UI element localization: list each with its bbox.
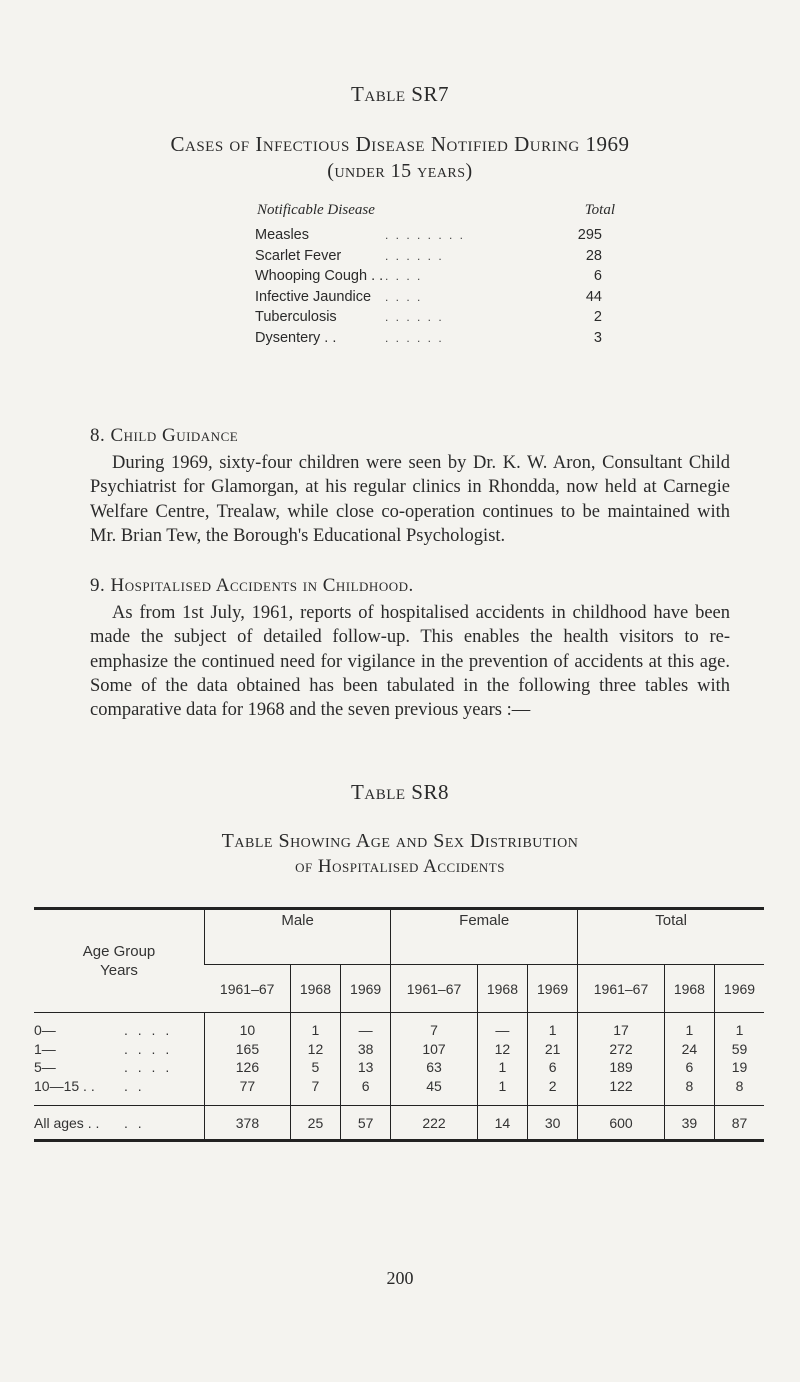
table-cell: 24 <box>664 1040 714 1059</box>
age-header-line1: Age Group <box>82 943 156 960</box>
table-cell: 272 <box>578 1040 665 1059</box>
table-cell: 19 <box>715 1058 765 1077</box>
table-cell: 59 <box>715 1040 765 1059</box>
group-header-row <box>34 909 764 965</box>
table-cell: 8 <box>715 1077 765 1106</box>
table-cell: 77 <box>205 1077 291 1106</box>
table-cell: 1 <box>290 1013 340 1040</box>
table-cell: 600 <box>578 1106 665 1141</box>
disease-total: 44 <box>585 288 602 305</box>
age-label-text: 1— <box>34 1040 56 1057</box>
disease-row <box>255 307 615 328</box>
section-8-heading: 8. Child Guidance <box>90 425 239 446</box>
disease-name: Scarlet Fever <box>255 247 342 264</box>
table-cell: 45 <box>391 1077 478 1106</box>
table-cell: 5 <box>290 1058 340 1077</box>
table-sr7-title: Table SR7 <box>351 82 449 106</box>
table-cell: 25 <box>290 1106 340 1141</box>
disease-row <box>255 266 615 287</box>
age-label-text: 0— <box>34 1022 56 1039</box>
disease-total: 3 <box>593 329 602 346</box>
leader-dots: . . . . . . <box>385 248 444 263</box>
age-label-text: 5— <box>34 1059 56 1076</box>
disease-row <box>255 225 615 246</box>
table-sr8-subheading: of Hospitalised Accidents <box>295 856 505 877</box>
table-cell: 165 <box>205 1040 291 1059</box>
leader-dots: . . <box>124 1114 145 1131</box>
total-column-header: Total <box>584 202 615 218</box>
disease-total: 28 <box>585 247 602 264</box>
table-cell: 39 <box>664 1106 714 1141</box>
disease-name: Tuberculosis <box>255 309 337 326</box>
table-cell: 38 <box>341 1040 391 1059</box>
table-cell: 10 <box>205 1013 291 1040</box>
section-9-paragraph: As from 1st July, 1961, reports of hospitalised accidents in childhood have been made the subject of detailed follow-up. This enables the health visitors to re-emphasize the continued need for vigilance in the prevention of accidents at this age. Some of the data obtained has been tabulated in the following three tables with comparative data for 1968 and the seven previous years :— <box>90 603 730 721</box>
year-header: 1961–67 <box>578 965 665 1013</box>
male-group-header: Male <box>205 909 391 965</box>
table-cell: 30 <box>528 1106 578 1141</box>
leader-dots: . . <box>124 1077 145 1094</box>
table-cell: 21 <box>528 1040 578 1059</box>
table-sr7-heading: Cases of Infectious Disease Notified During 1969 <box>170 132 630 156</box>
table-cell: — <box>341 1013 391 1040</box>
table-row <box>34 1077 764 1106</box>
table-cell: 378 <box>205 1106 291 1141</box>
age-group-label <box>34 1040 205 1059</box>
disease-name: Measles <box>255 227 309 244</box>
section-8-paragraph: During 1969, sixty-four children were seen by Dr. K. W. Aron, Consultant Child Psychiatrist for Glamorgan, at his regular clinics in Rhondda, now held at Carnegie Welfare Centre, Trealaw, while close co-operation continues to be maintained with Mr. Brian Tew, the Borough's Educational Psychologist. <box>90 453 730 546</box>
year-header: 1968 <box>477 965 527 1013</box>
leader-dots: . . . . <box>385 289 423 304</box>
table-cell: 107 <box>391 1040 478 1059</box>
leader-dots: . . . . <box>124 1059 173 1076</box>
accidents-table <box>34 907 764 1142</box>
leader-dots: . . . . . . <box>385 330 444 345</box>
table-row <box>34 1040 764 1059</box>
table-cell: 63 <box>391 1058 478 1077</box>
table-cell: 1 <box>477 1058 527 1077</box>
table-row <box>34 1013 764 1040</box>
table-cell: — <box>477 1013 527 1040</box>
disease-row <box>255 287 615 308</box>
year-header: 1961–67 <box>391 965 478 1013</box>
year-header: 1969 <box>528 965 578 1013</box>
age-label-text: All ages . . <box>34 1114 100 1131</box>
leader-dots: . . . . <box>124 1022 173 1039</box>
disease-row <box>255 328 615 349</box>
table-cell: 6 <box>341 1077 391 1106</box>
year-header: 1969 <box>715 965 765 1013</box>
table-cell: 12 <box>290 1040 340 1059</box>
table-cell: 14 <box>477 1106 527 1141</box>
table-cell: 7 <box>391 1013 478 1040</box>
table-cell: 13 <box>341 1058 391 1077</box>
table-row <box>34 1058 764 1077</box>
leader-dots: . . . . . . . . <box>385 228 466 243</box>
table-cell: 189 <box>578 1058 665 1077</box>
table-cell: 1 <box>528 1013 578 1040</box>
table-cell: 7 <box>290 1077 340 1106</box>
disease-row <box>255 246 615 267</box>
table-sr8-heading: Table Showing Age and Sex Distribution <box>221 830 579 852</box>
table-cell: 12 <box>477 1040 527 1059</box>
disease-name: Infective Jaundice <box>255 288 372 305</box>
leader-dots: . . . . . . <box>385 310 444 325</box>
age-group-label <box>34 1013 205 1040</box>
table-cell: 17 <box>578 1013 665 1040</box>
table-cell: 1 <box>715 1013 765 1040</box>
disease-total: 295 <box>577 227 602 244</box>
age-group-header <box>34 909 205 1013</box>
age-label-text: 10—15 . . <box>34 1077 95 1094</box>
disease-table-header <box>255 202 615 219</box>
total-row <box>34 1106 764 1141</box>
table-cell: 1 <box>664 1013 714 1040</box>
page-number: 200 <box>386 1268 414 1288</box>
year-header: 1969 <box>341 965 391 1013</box>
disease-total: 2 <box>593 309 602 326</box>
table-sr8-title: Table SR8 <box>351 780 449 804</box>
total-group-header: Total <box>578 909 764 965</box>
table-sr7-subheading: (under 15 years) <box>327 160 473 182</box>
table-cell: 2 <box>528 1077 578 1106</box>
year-header: 1968 <box>290 965 340 1013</box>
disease-total: 6 <box>593 268 602 285</box>
leader-dots: . . . . <box>124 1040 173 1057</box>
table-cell: 126 <box>205 1058 291 1077</box>
table-cell: 122 <box>578 1077 665 1106</box>
leader-dots: . . . . <box>385 269 423 284</box>
table-cell: 8 <box>664 1077 714 1106</box>
table-cell: 87 <box>715 1106 765 1141</box>
age-group-label <box>34 1058 205 1077</box>
table-cell: 6 <box>664 1058 714 1077</box>
table-cell: 222 <box>391 1106 478 1141</box>
table-cell: 1 <box>477 1077 527 1106</box>
disease-name: Whooping Cough . . <box>255 268 384 285</box>
section-9-heading: 9. Hospitalised Accidents in Childhood. <box>90 575 414 596</box>
disease-table <box>255 202 615 348</box>
age-group-label <box>34 1077 205 1106</box>
age-header-line2: Years <box>100 962 138 979</box>
year-header: 1968 <box>664 965 714 1013</box>
all-ages-label <box>34 1106 205 1141</box>
year-header: 1961–67 <box>205 965 291 1013</box>
female-group-header: Female <box>391 909 578 965</box>
table-cell: 6 <box>528 1058 578 1077</box>
table-cell: 57 <box>341 1106 391 1141</box>
disease-column-header: Notificable Disease <box>257 202 375 218</box>
disease-name: Dysentery . . <box>255 329 337 346</box>
